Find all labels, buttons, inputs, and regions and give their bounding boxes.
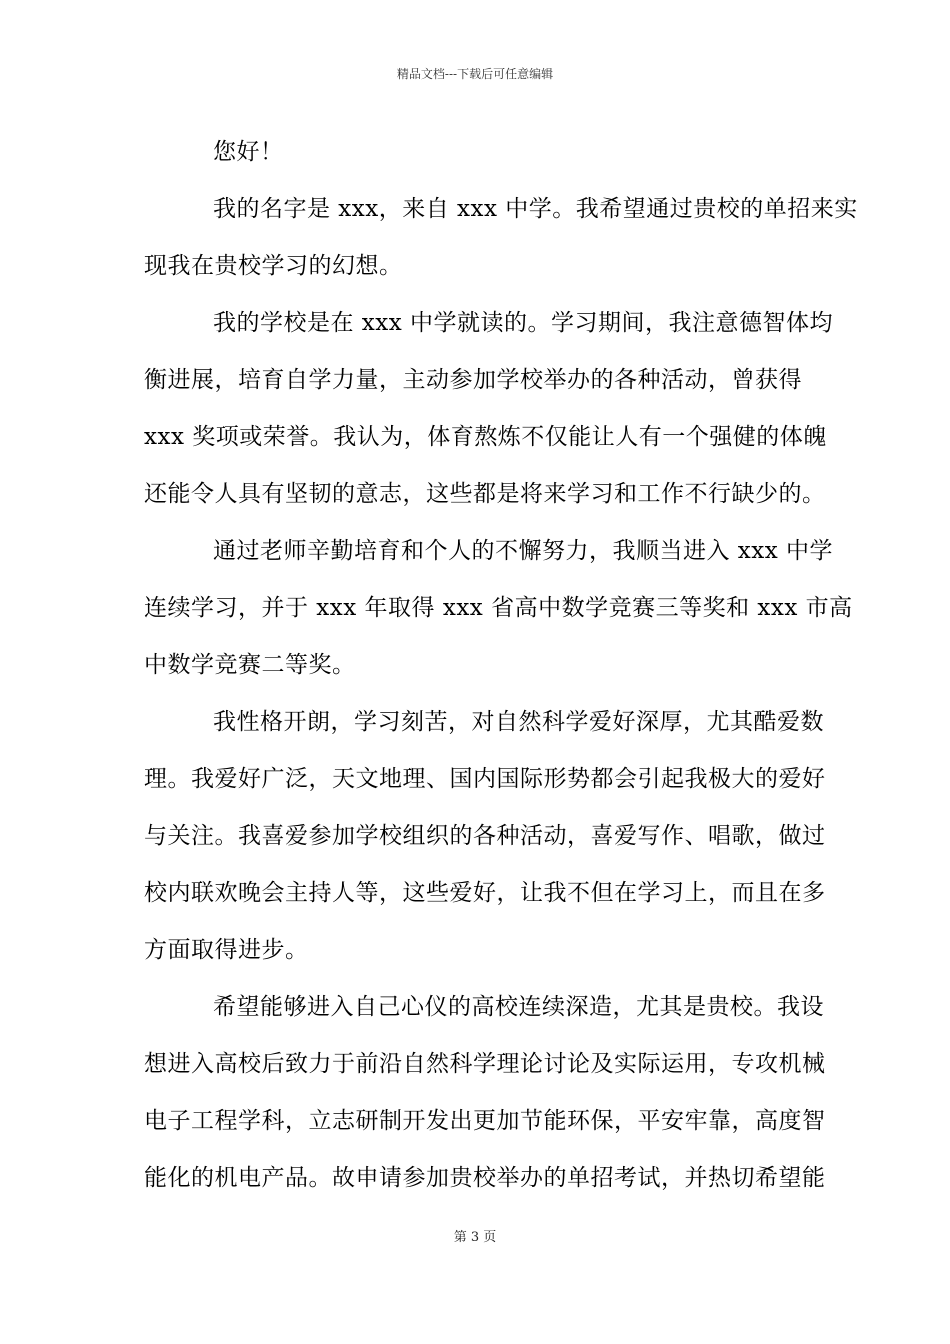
letter-body [144, 128, 858, 1211]
paragraph-4-line-4: 校内联欢晚会主持人等，这些爱好，让我不但在学习上，而且在多 [144, 880, 826, 906]
paragraph-2-line-2: 衡进展，培育自学力量，主动参加学校举办的各种活动，曾获得 [144, 367, 802, 393]
paragraph-2-line-4: 还能令人具有坚韧的意志，这些都是将来学习和工作不行缺少的。 [144, 481, 826, 507]
paragraph-4-line-3: 与关注。我喜爱参加学校组织的各种活动，喜爱写作、唱歌，做过 [144, 823, 826, 849]
paragraph-1-line-2: 现我在贵校学习的幻想。 [144, 253, 403, 279]
paragraph-5-line-1: 希望能够进入自己心仪的高校连续深造，尤其是贵校。我设 [213, 994, 824, 1020]
paragraph-1-line-1: 我的名字是 xxx，来自 xxx 中学。我希望通过贵校的单招来实 [213, 196, 858, 222]
paragraph-4-line-2: 理。我爱好广泛，天文地理、国内国际形势都会引起我极大的爱好 [144, 766, 826, 792]
paragraph-5-line-4: 能化的机电产品。故申请参加贵校举办的单招考试，并热切希望能 [144, 1165, 826, 1191]
paragraph-3-line-2: 连续学习，并于 xxx 年取得 xxx 省高中数学竞赛三等奖和 xxx 市高 [144, 595, 853, 621]
paragraph-4-line-5: 方面取得进步。 [144, 937, 309, 963]
paragraph-4-line-1: 我性格开朗，学习刻苦，对自然科学爱好深厚，尤其酷爱数 [213, 709, 824, 735]
paragraph-2-line-1: 我的学校是在 xxx 中学就读的。学习期间，我注意德智体均 [213, 310, 834, 336]
greeting-line: 您好！ [213, 139, 284, 165]
paragraph-3-line-1: 通过老师辛勤培育和个人的不懈努力，我顺当进入 xxx 中学 [213, 538, 834, 564]
paragraph-5-line-2: 想进入高校后致力于前沿自然科学理论讨论及实际运用，专攻机械 [144, 1051, 826, 1077]
paragraph-2-line-3: xxx 奖项或荣誉。我认为，体育熬炼不仅能让人有一个强健的体魄 [144, 424, 827, 450]
paragraph-3-line-3: 中数学竞赛二等奖。 [144, 652, 356, 678]
paragraph-5-line-3: 电子工程学科，立志研制开发出更加节能环保，平安牢靠，高度智 [144, 1108, 826, 1134]
page-header: 精品文档---下载后可任意编辑 [396, 67, 554, 81]
page-number: 第 3 页 [453, 1230, 497, 1245]
